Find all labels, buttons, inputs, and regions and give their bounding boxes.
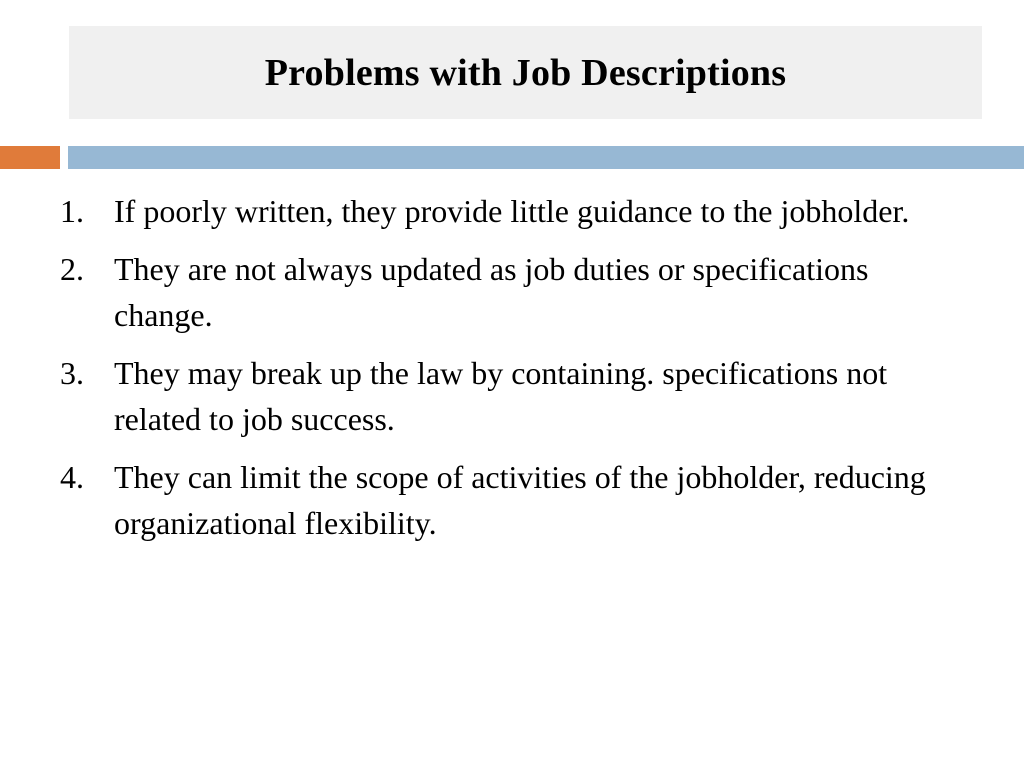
list-item-number: 2.	[60, 251, 84, 287]
accent-bar-orange	[0, 146, 60, 169]
list-item-text: They can limit the scope of activities of the jobholder, reducing organizational flexibility.	[114, 459, 926, 541]
list-item	[60, 350, 960, 442]
numbered-list	[60, 188, 960, 558]
list-item	[60, 188, 960, 234]
list-item-text: If poorly written, they provide little guidance to the jobholder.	[114, 193, 910, 229]
list-item-number: 3.	[60, 355, 84, 391]
list-item	[60, 454, 960, 546]
list-item-number: 4.	[60, 459, 84, 495]
list-item-text: They are not always updated as job duties or specifications change.	[114, 251, 869, 333]
accent-bar-blue	[68, 146, 1024, 169]
list-item	[60, 246, 960, 338]
title-box	[69, 26, 982, 119]
list-item-number: 1.	[60, 193, 84, 229]
list-item-text: They may break up the law by containing. specifications not related to job success.	[114, 355, 888, 437]
page-title: Problems with Job Descriptions	[264, 51, 787, 94]
